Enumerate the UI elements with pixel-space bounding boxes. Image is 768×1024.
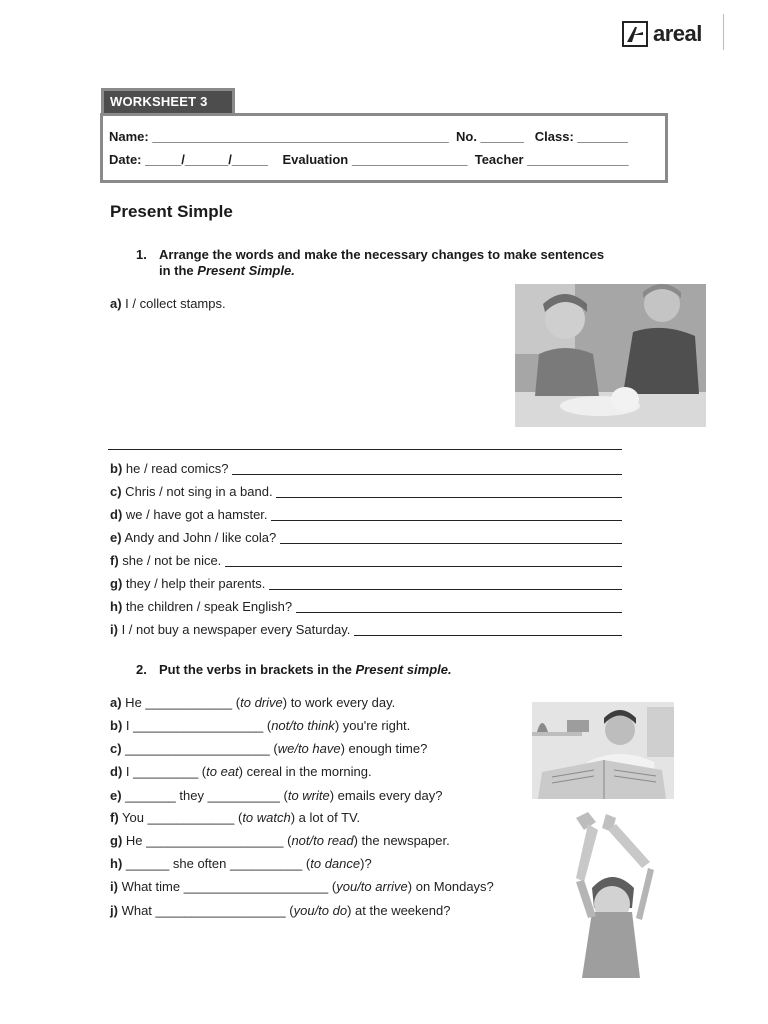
exercise2-item bbox=[110, 833, 450, 848]
item-end-text: ) cereal in the morning. bbox=[238, 764, 372, 779]
item-verb-hint: to watch bbox=[242, 810, 291, 825]
item-prompt: he / read comics? bbox=[122, 461, 233, 476]
item-letter: f) bbox=[110, 810, 119, 825]
exercise1-item bbox=[110, 553, 225, 568]
item-blank-text: You ____________ ( bbox=[118, 810, 243, 825]
item-prompt: I / not buy a newspaper every Saturday. bbox=[117, 622, 355, 637]
header-divider bbox=[723, 14, 724, 50]
item-letter: c) bbox=[110, 484, 122, 499]
item-letter: d) bbox=[110, 764, 123, 779]
exercise2-item bbox=[110, 764, 372, 779]
item-letter: i) bbox=[110, 879, 118, 894]
item-end-text: ) you're right. bbox=[334, 718, 411, 733]
item-prompt: I / collect stamps. bbox=[121, 296, 226, 311]
answer-line[interactable] bbox=[276, 497, 622, 498]
item-end-text: ) emails every day? bbox=[329, 788, 443, 803]
item-end-text: ) on Mondays? bbox=[407, 879, 494, 894]
item-blank-text: ____________________ ( bbox=[121, 741, 278, 756]
item-letter: j) bbox=[110, 903, 118, 918]
areal-logo bbox=[622, 20, 702, 48]
name-line: Name: _________________________________________ No. ______ Class: _______ bbox=[109, 129, 629, 144]
item-letter: i) bbox=[110, 622, 118, 637]
item-letter: c) bbox=[110, 741, 122, 756]
exercise2-item bbox=[110, 718, 410, 733]
exercise2-item bbox=[110, 810, 360, 825]
exercise1-item bbox=[110, 530, 280, 545]
item-verb-hint: to dance bbox=[310, 856, 361, 871]
date-line: Date: _____/______/_____ Evaluation ________________ Teacher ______________ bbox=[109, 152, 629, 167]
item-prompt: they / help their parents. bbox=[122, 576, 269, 591]
item-end-text: ) enough time? bbox=[340, 741, 428, 756]
answer-line[interactable] bbox=[271, 520, 622, 521]
item-prompt: she / not be nice. bbox=[118, 553, 225, 568]
exercise2-number: 2. bbox=[136, 662, 147, 677]
item-blank-text: He ___________________ ( bbox=[122, 833, 292, 848]
item-end-text: ) to work every day. bbox=[282, 695, 396, 710]
exercise1-item bbox=[110, 461, 232, 476]
item-verb-hint: we/to have bbox=[277, 741, 341, 756]
item-end-text: ) the newspaper. bbox=[353, 833, 450, 848]
item-letter: d) bbox=[110, 507, 123, 522]
exercise1-instruction-main: Arrange the words and make the necessary changes to make sentences bbox=[159, 247, 605, 262]
item-letter: e) bbox=[110, 788, 122, 803]
item-letter: g) bbox=[110, 576, 123, 591]
man-reading-newspaper-photo bbox=[532, 702, 674, 799]
exercise1-item bbox=[110, 296, 226, 311]
item-verb-hint: not/to read bbox=[291, 833, 354, 848]
item-blank-text: What __________________ ( bbox=[117, 903, 294, 918]
item-prompt: the children / speak English? bbox=[122, 599, 296, 614]
item-prompt: Chris / not sing in a band. bbox=[121, 484, 277, 499]
item-verb-hint: not/to think bbox=[271, 718, 335, 733]
exercise2-item bbox=[110, 788, 442, 803]
student-info-box bbox=[100, 113, 668, 183]
item-prompt: Andy and John / like cola? bbox=[121, 530, 280, 545]
item-end-text: )? bbox=[360, 856, 372, 871]
item-letter: h) bbox=[110, 599, 123, 614]
exercise1-instruction bbox=[159, 247, 659, 279]
exercise1-number: 1. bbox=[136, 247, 147, 262]
item-end-text: ) a lot of TV. bbox=[290, 810, 361, 825]
item-letter: b) bbox=[110, 461, 123, 476]
exercise1-item bbox=[110, 599, 296, 614]
exercise1-instruction-in: in the bbox=[159, 263, 198, 278]
answer-line[interactable] bbox=[269, 589, 622, 590]
item-blank-text: ______ she often __________ ( bbox=[122, 856, 311, 871]
item-letter: a) bbox=[110, 695, 122, 710]
page-title: Present Simple bbox=[110, 202, 233, 221]
item-letter: e) bbox=[110, 530, 122, 545]
logo-text: areal bbox=[653, 21, 702, 46]
answer-line[interactable] bbox=[280, 543, 622, 544]
exercise2-item bbox=[110, 856, 372, 871]
exercise2-instruction-em: Present simple. bbox=[355, 662, 452, 677]
item-blank-text: I _________ ( bbox=[122, 764, 207, 779]
exercise2-item bbox=[110, 741, 427, 756]
item-verb-hint: you/to do bbox=[293, 903, 348, 918]
answer-line[interactable] bbox=[296, 612, 622, 613]
item-letter: g) bbox=[110, 833, 123, 848]
exercise2-item bbox=[110, 903, 450, 918]
answer-line[interactable] bbox=[225, 566, 622, 567]
answer-line[interactable] bbox=[354, 635, 622, 636]
item-blank-text: What time ____________________ ( bbox=[117, 879, 337, 894]
exercise1-instruction-em: Present Simple. bbox=[197, 263, 295, 278]
item-verb-hint: you/to arrive bbox=[336, 879, 408, 894]
item-verb-hint: to drive bbox=[240, 695, 283, 710]
children-baking-photo bbox=[515, 284, 706, 427]
answer-line-a bbox=[108, 449, 622, 450]
item-verb-hint: to write bbox=[287, 788, 330, 803]
item-letter: a) bbox=[110, 296, 122, 311]
exercise1-item bbox=[110, 576, 269, 591]
exercise2-instruction bbox=[159, 662, 659, 678]
exercise1-item bbox=[110, 622, 354, 637]
girl-dancing-photo bbox=[562, 808, 660, 978]
item-blank-text: _______ they __________ ( bbox=[121, 788, 288, 803]
exercise2-instruction-main: Put the verbs in brackets in the bbox=[159, 662, 356, 677]
item-blank-text: He ____________ ( bbox=[121, 695, 241, 710]
exercise2-item bbox=[110, 695, 395, 710]
exercise1-item bbox=[110, 484, 276, 499]
item-end-text: ) at the weekend? bbox=[347, 903, 451, 918]
item-blank-text: I __________________ ( bbox=[122, 718, 272, 733]
answer-line[interactable] bbox=[232, 474, 622, 475]
exercise1-item bbox=[110, 507, 271, 522]
exercise2-item bbox=[110, 879, 494, 894]
worksheet-tab: WORKSHEET 3 bbox=[101, 88, 235, 113]
item-prompt: we / have got a hamster. bbox=[122, 507, 272, 522]
item-letter: h) bbox=[110, 856, 123, 871]
item-verb-hint: to eat bbox=[206, 764, 239, 779]
logo-mark-icon bbox=[622, 21, 648, 47]
item-letter: b) bbox=[110, 718, 123, 733]
item-letter: f) bbox=[110, 553, 119, 568]
